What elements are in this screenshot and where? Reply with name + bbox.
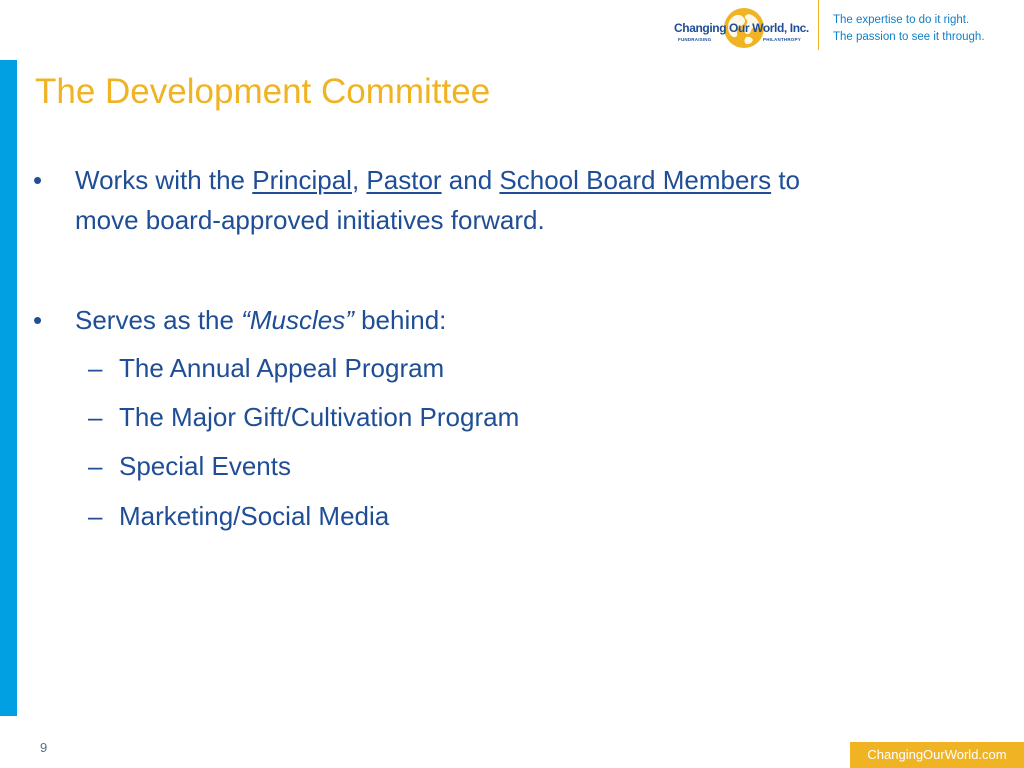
- left-accent-bar: [0, 60, 17, 716]
- dash-marker: –: [88, 402, 103, 432]
- comma-text: ,: [351, 165, 367, 195]
- pastor-link[interactable]: Pastor: [366, 165, 442, 195]
- school-board-members-link[interactable]: School Board Members: [499, 165, 772, 195]
- company-logo: [672, 5, 810, 51]
- sub-item-annual-appeal: The Annual Appeal Program: [119, 353, 445, 383]
- bullet-marker: •: [33, 165, 43, 195]
- and-text: and: [441, 165, 500, 195]
- bullet-2-text: Serves as the: [75, 305, 242, 335]
- tagline-line-1: The expertise to do it right.: [833, 14, 970, 26]
- bullet-1-line-2: move board-approved initiatives forward.: [75, 205, 545, 235]
- principal-link[interactable]: Principal: [252, 165, 352, 195]
- sub-item-special-events: Special Events: [119, 451, 291, 481]
- header-divider: [818, 0, 819, 50]
- slide-title: The Development Committee: [35, 72, 491, 111]
- dash-marker: –: [88, 451, 103, 481]
- dash-marker: –: [88, 353, 103, 383]
- tagline: [833, 12, 985, 46]
- bullet-1-line-1: [75, 165, 800, 196]
- logo-subtitle-right: PHILANTHROPY: [763, 37, 801, 42]
- to-text: to: [771, 165, 801, 195]
- tagline-line-2: The passion to see it through.: [833, 31, 985, 43]
- logo-subtitle-left: FUNDRAISING: [678, 37, 712, 42]
- bullet-1-text: Works with the: [75, 165, 253, 195]
- page-number: 9: [40, 740, 48, 755]
- muscles-emphasis: “Muscles”: [241, 305, 354, 335]
- bullet-marker: •: [33, 305, 43, 335]
- dash-marker: –: [88, 501, 103, 531]
- sub-item-major-gift: The Major Gift/Cultivation Program: [119, 402, 520, 432]
- behind-text: behind:: [353, 305, 447, 335]
- logo-wordmark: Changing Our World, Inc.: [674, 21, 809, 35]
- website-badge[interactable]: ChangingOurWorld.com: [850, 742, 1024, 768]
- bullet-2-line: [75, 305, 446, 336]
- sub-item-marketing: Marketing/Social Media: [119, 501, 390, 531]
